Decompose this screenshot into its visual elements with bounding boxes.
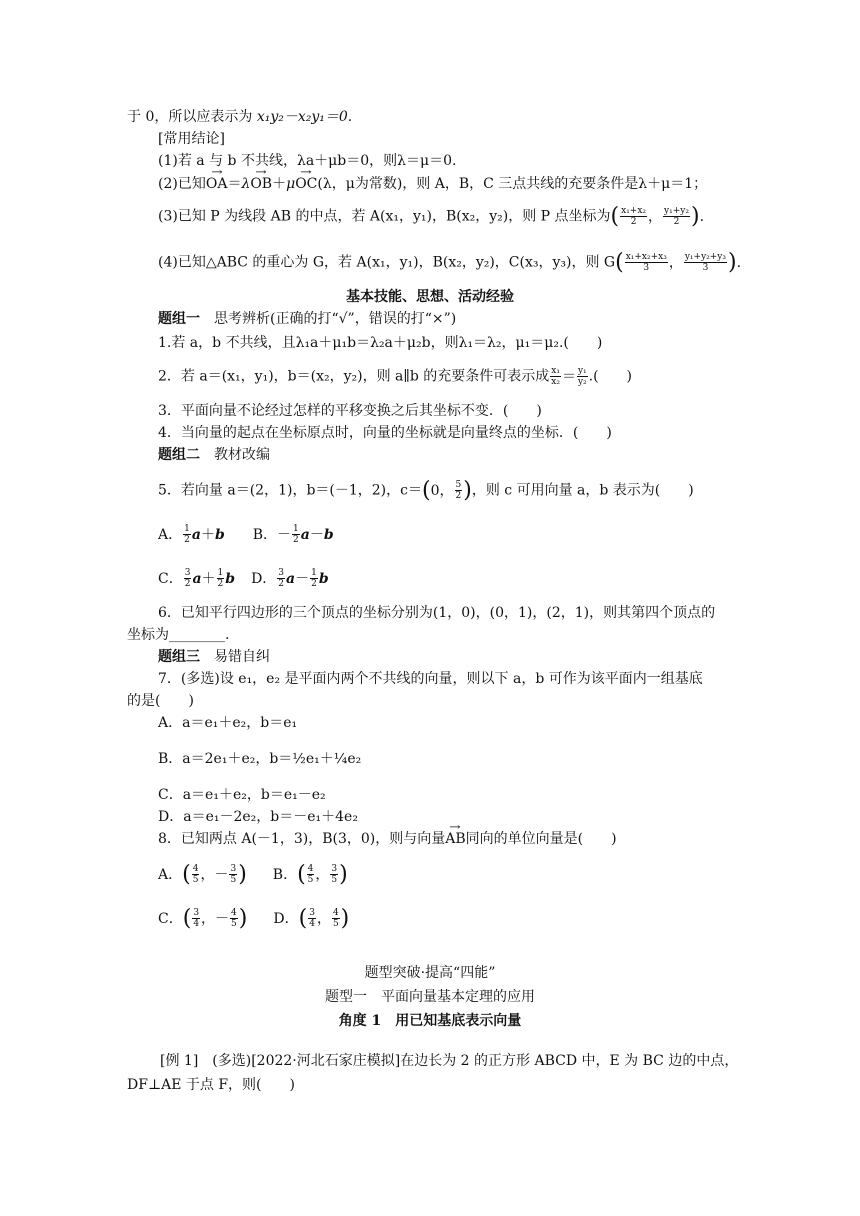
option-5A[interactable]: A． $\frac{1}{2}$ a＋b xyxy=(158,524,225,545)
group-1-header xyxy=(158,310,456,328)
option-7A[interactable]: A．a＝e₁＋e₂，b＝e₁ xyxy=(158,715,298,731)
option-5B[interactable]: B．－ $\frac{1}{2}$ a－b xyxy=(252,524,334,545)
conclusion-2-vector-eq: → OA＝λ→ OB＋μ→ OC xyxy=(206,176,318,192)
group-2-desc: 教材改编 xyxy=(214,447,270,463)
group-3-header xyxy=(158,648,270,666)
question-8 xyxy=(158,830,617,848)
question-1: 1.若 a，b 不共线，且λ₁a＋μ₁b＝λ₂a＋μ₂b，则λ₁＝λ₂，μ₁＝μ₂.( ) xyxy=(158,335,603,351)
type-1-title: 题型一 平面向量基本定理的应用 xyxy=(325,989,535,1005)
group-3-desc: 易错自纠 xyxy=(214,649,270,665)
question-5-suffix: ，则 c 可用向量 a，b 表示为( ) xyxy=(471,482,694,499)
question-8-prefix: 8．已知两点 A(－1，3)，B(3，0)，则与向量 xyxy=(158,831,446,847)
question-5 xyxy=(158,477,694,503)
option-7C[interactable]: C．a＝e₁＋e₂，b＝e₁－e₂ xyxy=(158,787,326,803)
option-8C[interactable]: C．( $\frac{3}{4}$ ，－ $\frac{4}{5}$ ) xyxy=(158,905,248,931)
question-7-line-1: 7．(多选)设 e₁，e₂ 是平面内两个不共线的向量，则以下 a，b 可作为该平面内一组基底 xyxy=(158,671,703,687)
question-5-options-ab xyxy=(158,524,334,545)
example-1-text: (多选)[2022·河北石家庄模拟]在边长为 2 的正方形 ABCD 中，E 为 BC 边的中点， xyxy=(212,1053,739,1069)
option-7D[interactable]: D．a＝e₁－2e₂，b＝－e₁＋4e₂ xyxy=(158,809,358,825)
group-1-desc: 思考辨析(正确的打“√”，错误的打“×”) xyxy=(214,311,457,327)
vector-ab: → AB xyxy=(445,830,465,848)
intro-line-0 xyxy=(127,108,352,126)
breakthrough-title: 题型突破·提高“四能” xyxy=(364,965,496,981)
group-3-label: 题组三 xyxy=(158,649,200,665)
common-conclusions-heading: [常用结论] xyxy=(158,131,225,147)
section-title: 基本技能、思想、活动经验 xyxy=(346,289,514,305)
question-6-line-2: 坐标为________. xyxy=(127,627,230,643)
group-1-label: 题组一 xyxy=(158,311,200,327)
question-2-prefix: 2．若 a＝(x₁，y₁)，b＝(x₂，y₂)，则 a∥b 的充要条件可表示成 xyxy=(158,368,550,385)
question-3: 3．平面向量不论经过怎样的平移变换之后其坐标不变．( ) xyxy=(158,403,542,419)
question-2-ratio: $\frac{\text{x₁}}{\text{x₂}}$ ＝ $\frac{\text{y₁}}{\text{y₂}}$ xyxy=(551,366,587,387)
option-5D[interactable]: D． $\frac{3}{2}$ a－ $\frac{1}{2}$ b xyxy=(251,568,329,589)
example-1-tag: [例 1] xyxy=(160,1053,199,1069)
conclusion-1: (1)若 a 与 b 不共线，λa＋μb＝0，则λ＝μ＝0. xyxy=(158,153,457,169)
question-2-suffix: .( ) xyxy=(588,368,633,385)
conclusion-2-suffix: (λ，μ为常数)，则 A，B，C 三点共线的充要条件是λ＋μ＝1； xyxy=(317,176,708,192)
question-8-suffix: 同向的单位向量是( ) xyxy=(465,831,617,847)
centroid-formula: ( $\frac{\text{x₁+x₂+x₃}}{3}$ ， $\frac{\text{y₁+y₂+y₃}}{3}$ ). xyxy=(615,249,742,275)
option-8A[interactable]: A．( $\frac{4}{5}$ ，－ $\frac{3}{5}$ ) xyxy=(158,861,247,887)
conclusion-2-prefix: (2)已知 xyxy=(158,176,206,192)
conclusion-3-prefix: (3)已知 P 为线段 AB 的中点，若 A(x₁，y₁)，B(x₂，y₂)，则 P 点坐标为 xyxy=(158,208,611,225)
question-6-line-1: 6．已知平行四边形的三个顶点的坐标分别为(1，0)，(0，1)，(2，1)，则其第四个顶点的 xyxy=(158,605,716,621)
group-2-label: 题组二 xyxy=(158,447,200,463)
option-5C[interactable]: C． $\frac{3}{2}$ a＋ $\frac{1}{2}$ b xyxy=(158,568,236,589)
question-8-options-ab xyxy=(158,861,348,887)
conclusion-4-prefix: (4)已知△ABC 的重心为 G，若 A(x₁，y₁)，B(x₂，y₂)，C(x₃，y₃)，则 G xyxy=(158,254,616,271)
question-2 xyxy=(158,366,632,387)
example-1-line-1 xyxy=(160,1052,738,1070)
question-4: 4．当向量的起点在坐标原点时，向量的坐标就是向量终点的坐标．( ) xyxy=(158,425,612,441)
intro-line-0-text: 于 0，所以应表示为 xyxy=(127,109,257,125)
intro-line-0-formula: x₁y₂－x₂y₁＝0. xyxy=(256,109,353,125)
question-5-prefix: 5．若向量 a＝(2，1)，b＝(－1，2)，c＝ xyxy=(158,482,422,499)
angle-1-title: 角度 1 用已知基底表示向量 xyxy=(338,1013,522,1029)
option-8D[interactable]: D．( $\frac{3}{4}$ ， $\frac{4}{5}$ ) xyxy=(273,905,350,931)
conclusion-4 xyxy=(158,249,742,275)
group-2-header xyxy=(158,446,270,464)
conclusion-2 xyxy=(158,175,707,193)
example-1-line-2: DF⊥AE 于点 F，则( ) xyxy=(127,1077,295,1093)
question-7-line-2: 的是( ) xyxy=(127,693,194,709)
option-8B[interactable]: B．( $\frac{4}{5}$ ， $\frac{3}{5}$ ) xyxy=(272,861,348,887)
question-8-options-cd xyxy=(158,905,350,931)
midpoint-formula: ( $\frac{\text{x₁+x₂}}{2}$ ， $\frac{\text{y₁+y₂}}{2}$ ). xyxy=(610,203,705,229)
option-7B[interactable]: B．a＝2e₁＋e₂，b＝½e₁＋¼e₂ xyxy=(158,751,362,767)
conclusion-3 xyxy=(158,203,705,229)
question-5-options-cd xyxy=(158,568,329,589)
vector-c-value: (0， $\frac{5}{2}$ ) xyxy=(421,477,472,503)
